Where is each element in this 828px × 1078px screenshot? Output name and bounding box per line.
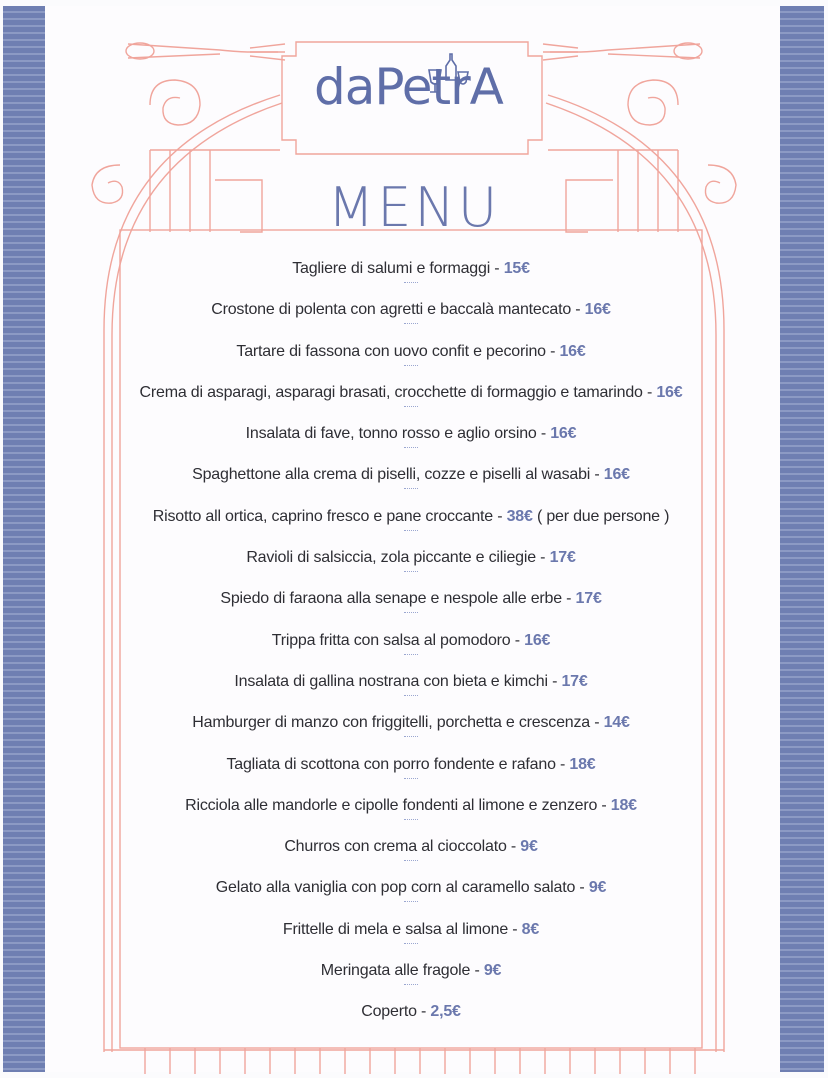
menu-list [120,258,702,1043]
dish-price: 16€ [656,383,683,401]
dish-name: Frittelle di mela e salsa al limone [282,920,509,938]
price-separator: - [561,590,576,608]
dish-price: 16€ [603,466,630,484]
item-divider [404,282,418,283]
dish-name: Trippa fritta con salsa al pomodoro [271,631,511,649]
menu-item [120,382,702,423]
price-separator: - [492,507,507,525]
price-separator: - [571,301,585,319]
dish-price: 17€ [575,590,602,608]
dish-price: 15€ [503,260,530,277]
dish-price: 8€ [521,920,540,938]
menu-item-line [120,341,702,363]
dish-price: 17€ [549,549,576,567]
dish-name: Spaghettone alla crema di piselli, cozze e piselli al wasabi [192,466,591,484]
page-title: MENU [327,176,501,239]
menu-item [120,671,702,712]
menu-item-line [120,960,702,982]
item-divider [404,530,418,531]
menu-item [120,506,702,547]
price-separator: - [536,425,551,443]
menu-item-line [120,506,702,528]
price-separator: - [470,962,484,980]
dish-price: 16€ [524,631,551,649]
price-separator: - [589,714,604,732]
dish-name: Coperto [361,1003,417,1021]
menu-item [120,341,702,382]
dish-price: 16€ [550,425,577,443]
menu-item-line [120,464,702,486]
price-separator: - [555,755,570,773]
menu-item-line [120,299,702,321]
dish-name: Crostone di polenta con agretti e baccalà mantecato [211,301,572,319]
fork-left-icon [126,43,285,60]
item-divider [404,901,418,902]
menu-item-line [120,382,702,404]
menu-item [120,1001,702,1042]
menu-item-line [120,712,702,734]
menu-item [120,630,702,671]
colonnade-lines [145,1048,695,1074]
menu-item [120,877,702,918]
menu-item-line [120,836,702,858]
item-divider [404,984,418,985]
dish-name: Tagliata di scottona con porro fondente e rafano [226,755,556,773]
price-separator: - [416,1003,431,1021]
menu-item-line [120,795,702,817]
menu-item [120,795,702,836]
menu-item [120,464,702,505]
dish-price: 18€ [569,755,596,773]
price-separator: - [508,920,522,938]
dish-name: Tagliere di salumi e formaggi [292,260,491,277]
price-separator: - [590,466,604,484]
dish-name: Meringata alle fragole [320,962,471,980]
dish-price: 14€ [603,714,630,732]
price-separator: - [597,796,611,814]
price-separator: - [506,838,521,856]
menu-item [120,423,702,464]
dish-name: Insalata di fave, tonno rosso e aglio orsino [245,425,537,443]
item-divider [404,488,418,489]
dish-price: 16€ [584,301,611,319]
price-separator: - [535,549,550,567]
menu-item [120,960,702,1001]
dish-name: Spiedo di faraona alla senape e nespole alle erbe [220,590,562,608]
menu-item [120,588,702,629]
dish-price: 38€ [506,507,533,525]
menu-item [120,547,702,588]
dish-price: 16€ [559,342,586,360]
dish-name: Gelato alla vaniglia con pop corn al caramello salato [215,879,576,897]
dish-name: Insalata di gallina nostrana con bieta e kimchi [234,672,548,690]
dish-name: Hamburger di manzo con friggitelli, porchetta e crescenza [192,714,590,732]
menu-item-line [120,671,702,693]
restaurant-logo: daPetrA [314,58,503,116]
menu-item-line [120,258,702,280]
dish-price: 9€ [520,838,538,856]
menu-item [120,754,702,795]
dish-name: Ravioli di salsiccia, zola piccante e ciliegie [246,549,536,567]
item-divider [404,736,418,737]
menu-item [120,836,702,877]
menu-item-line [120,1001,702,1023]
item-divider [404,943,418,944]
menu-item-line [120,547,702,569]
fork-right-icon [543,43,702,60]
dish-name: Ricciola alle mandorle e cipolle fondenti al limone e zenzero [185,796,598,814]
item-divider [404,571,418,572]
menu-item-line [120,588,702,610]
menu-item-line [120,877,702,899]
menu-item [120,258,702,299]
price-separator: - [575,879,589,897]
item-divider [404,778,418,779]
menu-item-line [120,423,702,445]
price-separator: - [547,672,562,690]
menu-item-line [120,630,702,652]
dish-price: 2,5€ [430,1003,461,1021]
dish-price: 9€ [483,962,502,980]
price-separator: - [510,631,525,649]
item-divider [404,612,418,613]
menu-item [120,919,702,960]
dish-price: 9€ [588,879,607,897]
item-divider [404,365,418,366]
item-divider [404,819,418,820]
price-separator: - [490,260,504,277]
dish-name: Churros con crema al cioccolato [284,838,507,856]
dish-note: ( per due persone ) [532,507,670,525]
dish-name: Tartare di fassona con uovo confit e pecorino [236,342,546,360]
price-separator: - [642,383,657,401]
item-divider [404,323,418,324]
price-separator: - [545,342,560,360]
dish-price: 18€ [610,796,637,814]
menu-item [120,299,702,340]
item-divider [404,447,418,448]
item-divider [404,695,418,696]
dish-name: Risotto all ortica, caprino fresco e pane croccante [152,507,493,525]
item-divider [404,654,418,655]
menu-item [120,712,702,753]
dish-name: Crema di asparagi, asparagi brasati, crocchette di formaggio e tamarindo [139,383,643,401]
item-divider [404,406,418,407]
menu-item-line [120,754,702,776]
menu-item-line [120,919,702,941]
dish-price: 17€ [561,672,588,690]
item-divider [404,860,418,861]
